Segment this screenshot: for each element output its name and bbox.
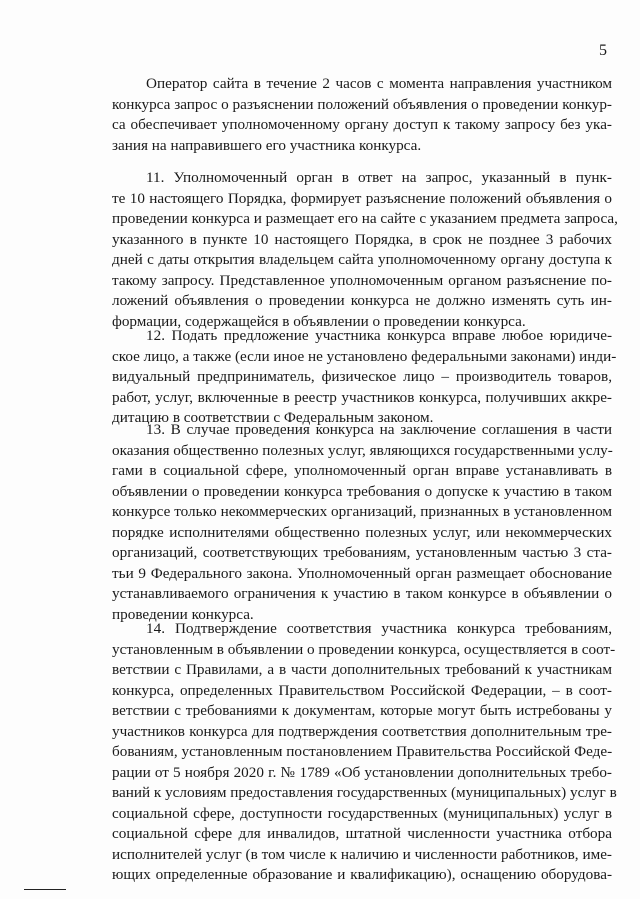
text-line: гами в социальной сфере, уполномоченный орган вправе устанавливать в (112, 462, 612, 479)
text-line: зания на направившего его участника конкурса. (112, 136, 422, 154)
text-line: Оператор сайта в течение 2 часов с момента направления участником (146, 75, 612, 92)
paragraph-operator-access (112, 74, 612, 156)
text-line: организаций, соответствующих требованиям, установленным частью 3 ста- (112, 544, 612, 561)
text-line: рации от 5 ноября 2020 г. № 1789 «Об установлении дополнительных требо- (112, 763, 612, 781)
text-line: ваний к условиям предоставления государственных (муниципальных) услуг в (112, 784, 617, 801)
text-line: 12. Подать предложение участника конкурса вправе любое юридиче- (146, 327, 612, 344)
text-line: социальной сфере для инвалидов, штатной численности участника отбора (112, 825, 612, 842)
text-line: порядке исполнителями общественно полезных услуг, или некоммерческих (112, 523, 612, 541)
text-line: дней с даты открытия владельцем сайта уполномоченному органу доступа к (112, 251, 612, 268)
text-line: такому запросу. Представленное уполномоченным органом разъяснение по- (112, 271, 612, 289)
paragraph-11 (112, 168, 618, 332)
text-line: проведении конкурса. (112, 605, 254, 623)
text-line: указанного в пункте 10 настоящего Порядка, в срок не позднее 3 рабочих (112, 230, 612, 248)
paragraph-14 (112, 619, 617, 886)
text-line: установленным в объявлении о проведении конкурса, осуществляется в соот- (112, 640, 616, 658)
text-line: ложений объявления о проведении конкурса не должно изменять суть ин- (112, 292, 612, 309)
text-line: объявлении о проведении конкурса требования о допуске к участию в таком (112, 482, 612, 500)
text-line: устанавливаемого ограничения к участию в таком конкурсе в объявлении о (112, 585, 612, 602)
text-line: участников конкурса для подтверждения соответствия дополнительным тре- (112, 722, 612, 740)
text-line: ветствии с Правилами, а в части дополнительных требований к участникам (112, 661, 612, 678)
text-line: дитацию в соответствии с Федеральным законом. (112, 409, 434, 426)
text-line: конкурсе только некоммерческих организаций, признанных в установленном (112, 503, 612, 520)
paragraph-12 (112, 326, 617, 429)
text-line: бованиям, установленным постановлением Правительства Российской Феде- (112, 743, 613, 760)
text-line: работ, услуг, включенные в реестр участников конкурса, получивших аккре- (112, 388, 612, 406)
text-line: оказания общественно полезных услуг, являющихся государственными услу- (112, 441, 613, 459)
text-line: тьи 9 Федерального закона. Уполномоченный орган размещает обоснование (112, 564, 612, 582)
text-line: ское лицо, а также (если иное не установлено федеральными законами) инди- (112, 347, 617, 365)
text-line: формации, содержащейся в объявлении о проведении конкурса. (112, 312, 526, 330)
text-line: исполнителей услуг (в том числе к наличию и численности работников, име- (112, 845, 612, 863)
scan-edge-mark (24, 889, 66, 890)
text-line: те 10 настоящего Порядка, формирует разъяснение положений объявления о (112, 189, 612, 207)
text-line: конкурса, определенных Правительством Российской Федерации, – в соот- (112, 681, 612, 699)
text-line: ющих определенные образование и квалификацию), оснащению оборудова- (112, 866, 612, 883)
text-line: 11. Уполномоченный орган в ответ на запрос, указанный в пунк- (146, 169, 612, 186)
text-line: конкурса запрос о разъяснении положений объявления о проведении конкур- (112, 95, 612, 113)
text-line: 14. Подтверждение соответствия участника конкурса требованиям, (146, 620, 612, 637)
page-number: 5 (599, 42, 607, 59)
text-line: ветствии с требованиями к документам, которые могут быть истребованы у (112, 702, 612, 719)
text-line: 13. В случае проведения конкурса на заключение соглашения в части (146, 421, 612, 438)
text-line: са обеспечивает уполномоченному органу доступ к такому запросу без ука- (112, 116, 612, 133)
paragraph-13 (112, 420, 612, 625)
text-line: видуальный предприниматель, физическое лицо – производитель товаров, (112, 368, 612, 385)
text-line: проведении конкурса и размещает его на сайте с указанием предмета запроса, (112, 210, 618, 227)
text-line: социальной сфере, доступности государственных (муниципальных) услуг в (112, 804, 612, 822)
